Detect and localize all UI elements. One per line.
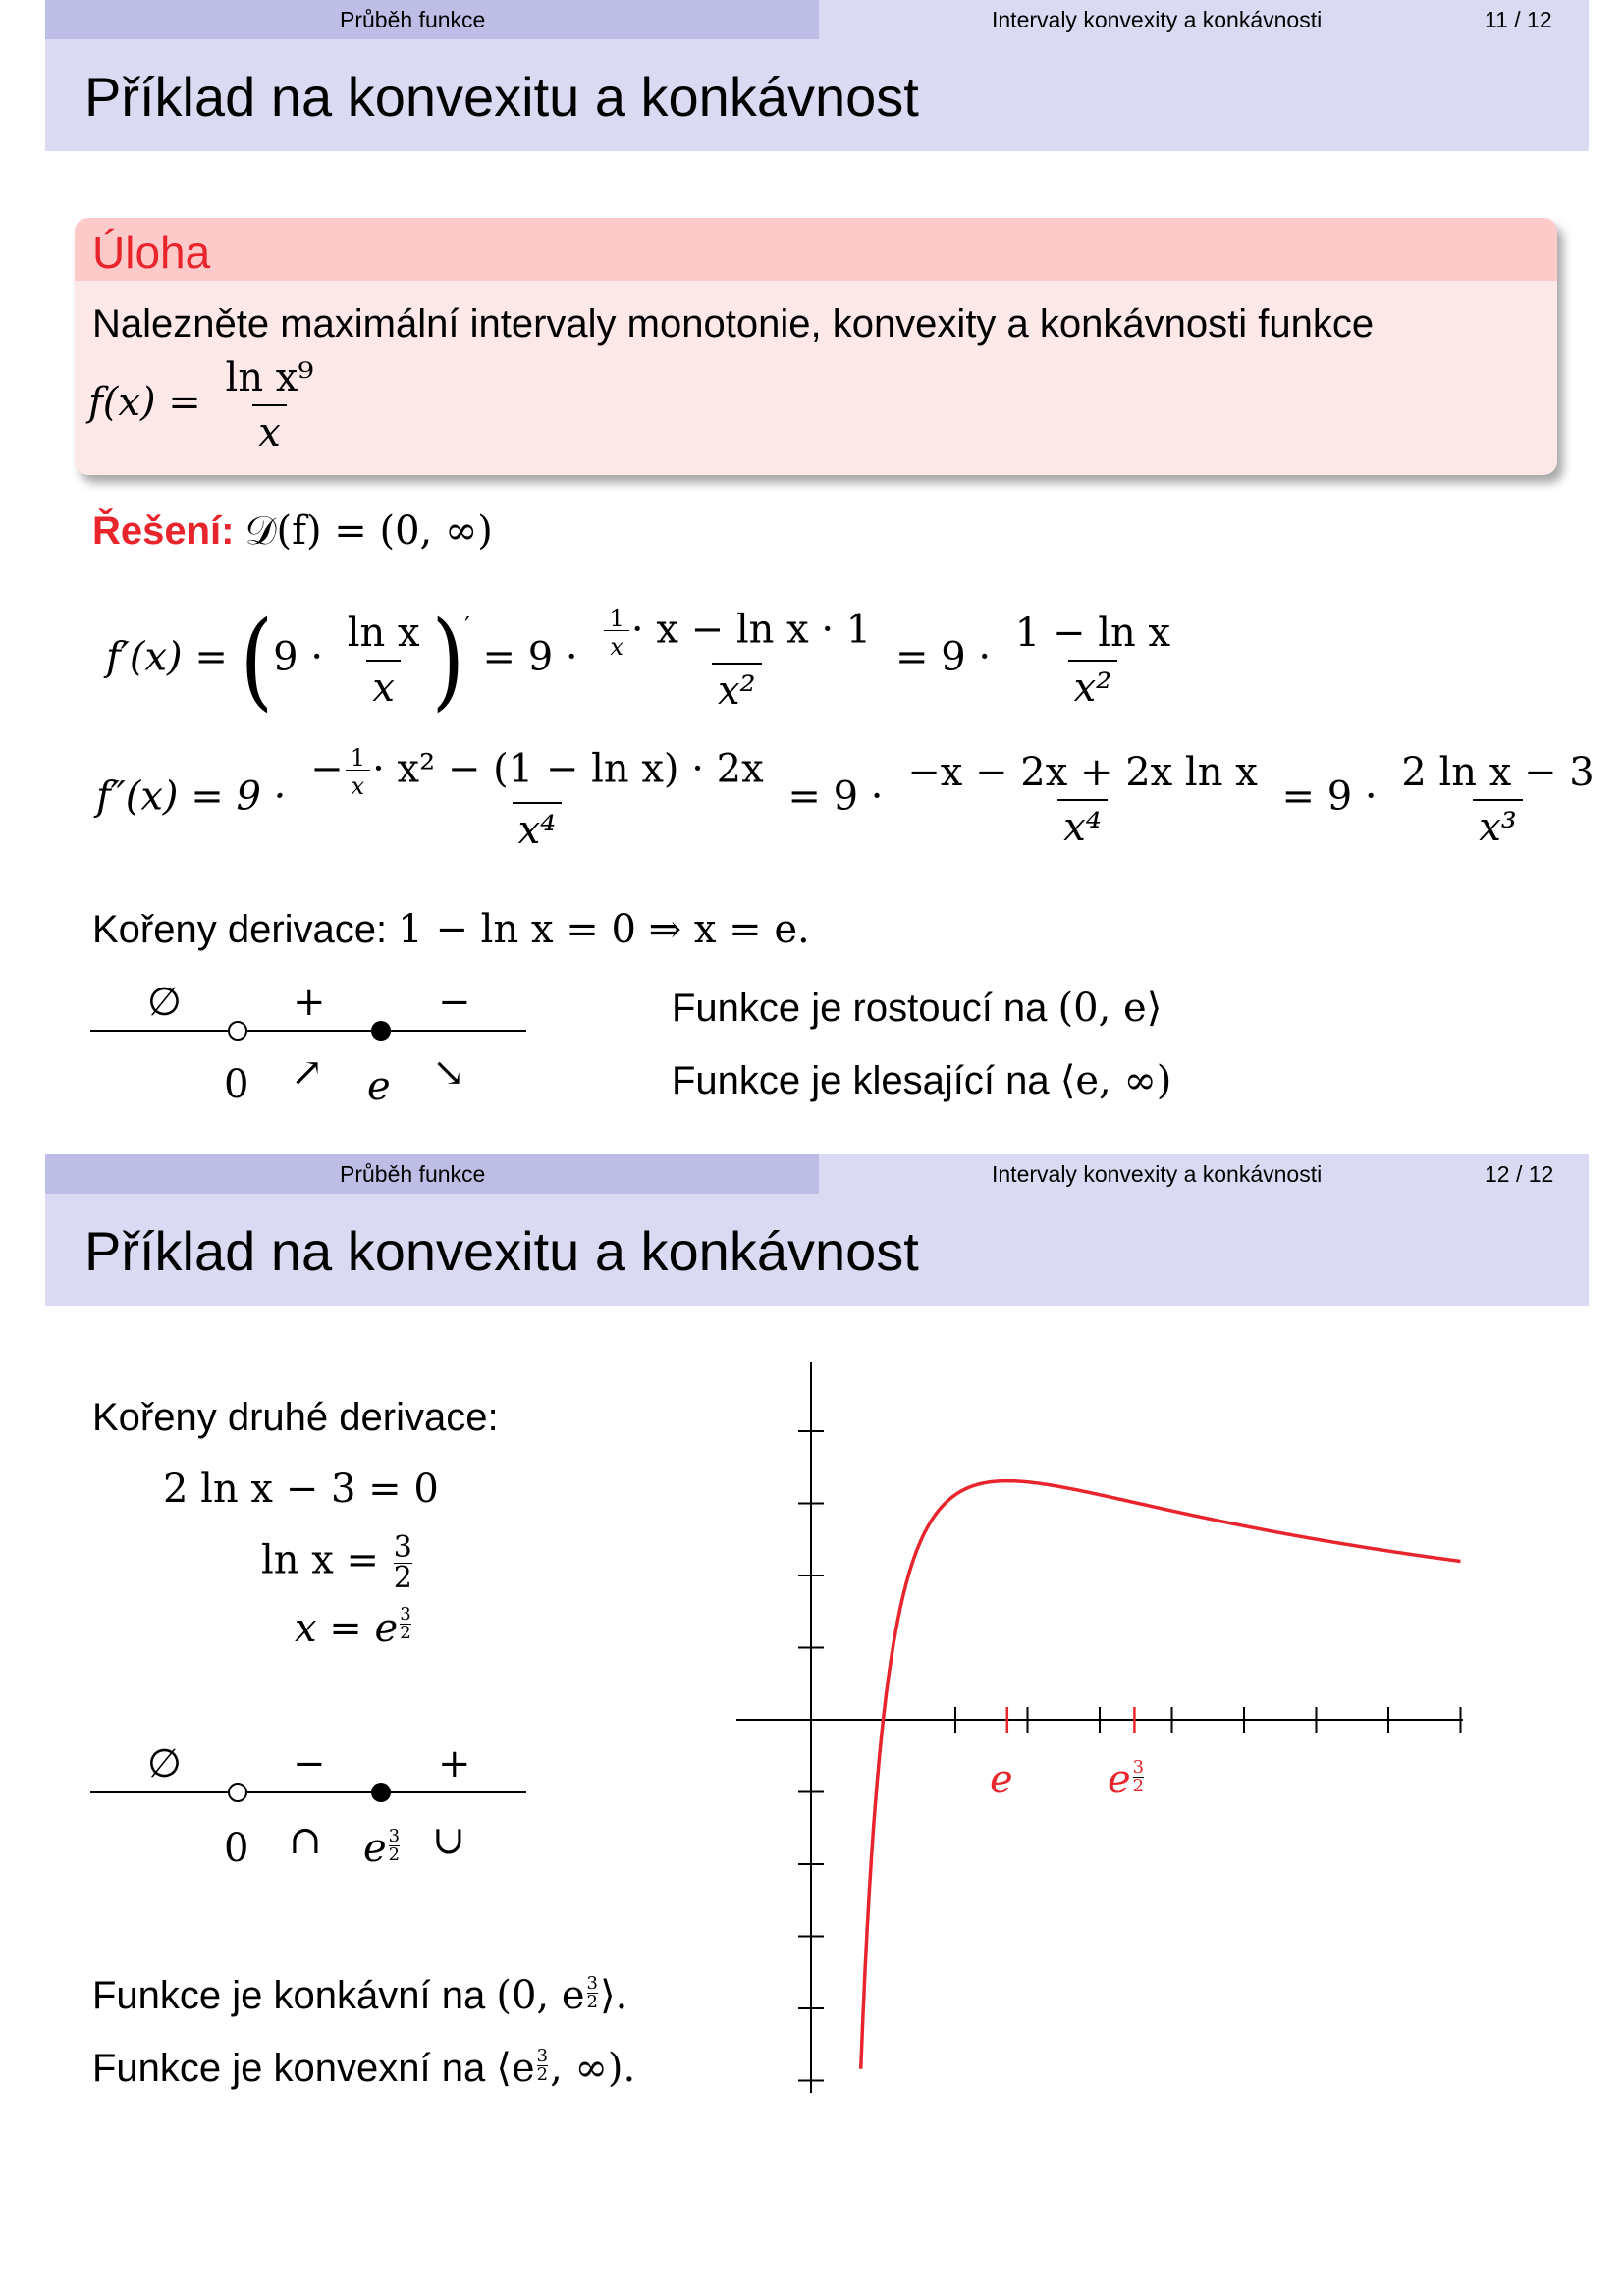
sd-num2: −x − 2x + 2x ln x [907,749,1258,795]
first-derivative-lhs: f′(x) = [106,634,228,680]
sign2-empty: ∅ [147,1741,182,1787]
fd-small-den: x [604,630,629,659]
decreasing-text: Funkce je klesající na [672,1059,1050,1102]
closed-point [371,1021,391,1041]
graph-exp-den: 2 [1132,1776,1145,1796]
fd-den2: x² [712,663,762,714]
task-block [75,218,1557,475]
equation-1: 2 ln x − 3 = 0 [163,1467,439,1512]
page-number: 11 / 12 [1485,7,1552,32]
second-roots-label: Kořeny druhé derivace: [92,1396,499,1439]
convex-cup-icon: ∪ [432,1818,465,1863]
sign2-exp-num: 3 [388,1826,401,1846]
closed-point-2 [371,1783,391,1802]
fd-num3: 1 − ln x [1014,610,1171,656]
fd-num1: ln x [347,610,420,656]
concave-exp-num: 3 [586,1973,598,1994]
function-lhs: f(x) = [88,380,201,425]
increasing-arrow-icon: ↗ [291,1050,324,1095]
sign2-e-base: e [363,1826,387,1871]
sign1-empty: ∅ [147,980,182,1025]
second-derivative-lhs: f″(x) = 9 · [96,774,287,820]
solution-line [92,508,493,554]
sd-num1: · x² − (1 − ln x) · 2x [372,746,764,792]
sd-small-den: x [346,770,371,798]
fd-small-num: 1 [609,605,624,632]
sign1-e: e [367,1064,391,1109]
sd-den3: x³ [1473,799,1523,850]
sd-eq2: = 9 · [1281,774,1378,820]
eq3-exp-num: 3 [400,1604,411,1625]
increasing-line [672,986,1162,1031]
open-point [229,1022,246,1040]
first-derivative: f′(x) = (9 · $\frac{\text{ln x}}{x}$ )′ = 9 · $\frac{1}{x}$ · x − ln x · 1 x² = 9 · $\frac{\text{1 − ln x}}{\text{x²}}$ [106,607,1182,714]
concave-line [92,1973,627,2018]
sign2-exp-den: 2 [388,1844,401,1865]
fd-den3: x² [1068,660,1118,711]
sign2-zero: 0 [224,1826,249,1871]
page-title-2: Příklad na konvexitu a konkávnost [84,1220,919,1282]
fd-eq1: = 9 · [482,634,578,680]
sign1-minus: − [438,980,471,1025]
equation-3 [295,1606,413,1651]
equation-2 [261,1530,414,1595]
eq2-lhs: ln x = [261,1537,380,1583]
sign1-plus: + [293,980,326,1025]
concave-text: Funkce je konkávní na [92,1974,486,2017]
sign2-plus: + [438,1741,471,1787]
eq3-exp-den: 2 [400,1623,411,1643]
task-text: Nalezněte maximální intervaly monotonie, konvexity a konkávnosti funkce [92,302,1375,346]
function-graph [727,1355,1483,2101]
concave-cap-icon: ∩ [289,1818,322,1863]
graph-axes [736,1362,1463,2093]
concave-close: ⟩. [599,1973,628,2018]
fd-num2: · x − ln x · 1 [630,607,872,653]
convex-line [92,2046,635,2091]
sign2-minus: − [293,1741,326,1787]
page-number-2: 12 / 12 [1485,1161,1554,1187]
roots-label: Kořeny derivace: [92,908,388,951]
fd-eq2: = 9 · [894,634,992,680]
task-function [88,355,325,455]
function-numerator: ln x⁹ [225,355,314,400]
sd-small-num: 1 [350,744,365,772]
concave-open: (0, e [496,1973,585,2018]
convex-exp-num: 3 [536,2046,549,2066]
convex-text: Funkce je konvexní na [92,2047,486,2090]
roots-line [92,907,810,952]
decreasing-line [672,1058,1171,1103]
increasing-interval: (0, e⟩ [1057,986,1163,1031]
open-point-2 [229,1784,246,1801]
page-title: Příklad na konvexitu a konkávnost [84,66,919,128]
solution-label: Řešení: [92,509,235,553]
graph-label-e32 [1108,1757,1146,1802]
second-derivative: f″(x) = 9 · − $\frac{1}{x}$ · x² − (1 − ln x) · 2x x⁴ = 9 · $\frac{\text{−x − 2x + 2x ln x}}{\text{x⁴}}$ = 9 · $\frac{\text{2 ln x − 3}}{\text{x³}}$ [96,746,1606,853]
fd-den1: x [366,660,401,711]
eq2-den: 2 [393,1561,412,1595]
sd-num3: 2 ln x − 3 [1401,749,1595,795]
convex-exp-den: 2 [536,2064,549,2085]
task-heading: Úloha [92,227,211,278]
decreasing-interval: ⟨e, ∞) [1059,1058,1172,1103]
increasing-text: Funkce je rostoucí na [672,987,1048,1030]
graph-label-e: e [990,1757,1013,1802]
graph-label-e32-base: e [1108,1757,1131,1802]
sd-den2: x⁴ [1057,799,1108,850]
convex-close: , ∞). [550,2046,636,2091]
decreasing-arrow-icon: ↘ [432,1050,465,1095]
sd-den1: x⁴ [513,802,563,853]
graph-exp-num: 3 [1132,1757,1145,1778]
header-section: Průběh funkce [340,7,486,32]
convex-open: ⟨e [496,2046,535,2091]
header-subsection: Intervaly konvexity a konkávnosti [992,7,1323,32]
function-curve [861,1481,1461,2069]
sd-eq1: = 9 · [787,774,884,820]
sign1-axis [88,1011,530,1050]
concave-exp-den: 2 [586,1992,598,2012]
eq2-num: 3 [393,1530,412,1565]
sign2-e [363,1826,402,1871]
roots-equation: 1 − ln x = 0 ⇒ x = e. [398,907,810,952]
sign1-zero: 0 [224,1062,249,1107]
header2-section: Průběh funkce [340,1161,486,1187]
domain: 𝒟(f) = (0, ∞) [244,508,493,554]
eq3-lhs: x = e [295,1606,399,1651]
function-denominator: x [252,404,287,455]
sign2-axis [88,1773,530,1812]
header2-subsection: Intervaly konvexity a konkávnosti [992,1161,1323,1187]
